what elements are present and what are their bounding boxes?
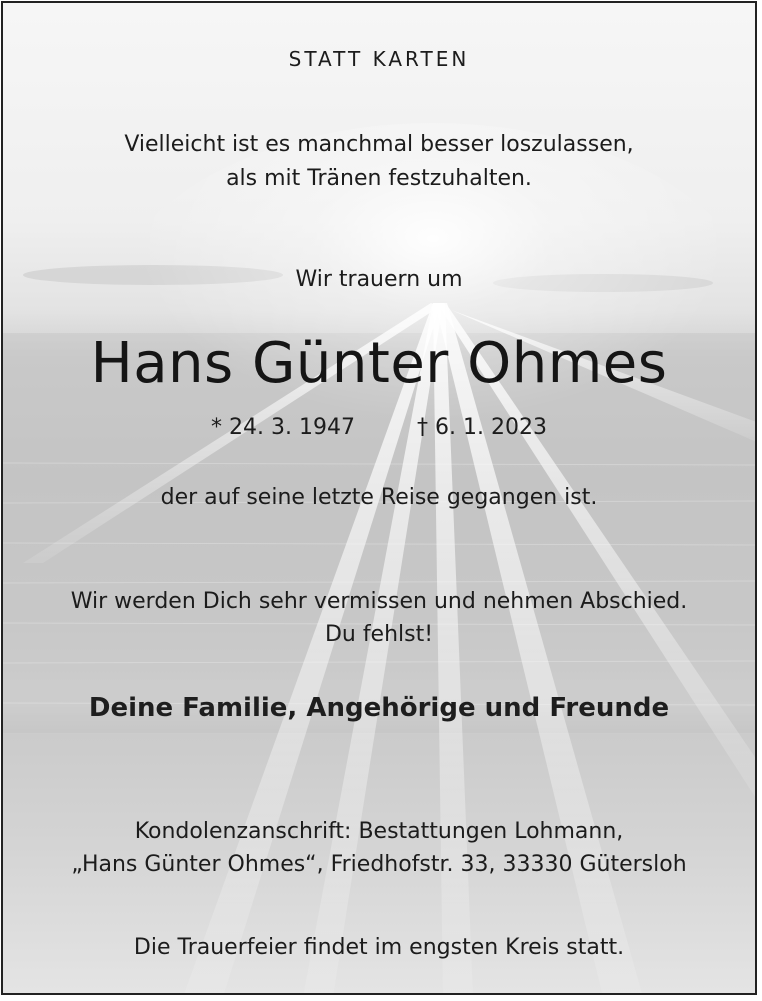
quote-line-1: Vielleicht ist es manchmal besser loszulassen, [124,132,634,157]
obituary-notice [1,1,757,995]
funeral-service-note: Die Trauerfeier findet im engsten Kreis statt. [133,935,625,960]
condolence-address-line-2: „Hans Günter Ohmes“, Friedhofstr. 33, 33330 Gütersloh [71,852,687,877]
death-date: † 6. 1. 2023 [417,415,547,440]
mourning-intro: Wir trauern um [295,267,463,292]
birth-date: * 24. 3. 1947 [211,415,355,440]
farewell-line-1: Wir werden Dich sehr vermissen und nehmen Abschied. [70,589,688,614]
quote-line-2: als mit Tränen festzuhalten. [226,166,532,191]
notice-heading: STATT KARTEN [288,47,470,71]
family-signature: Deine Familie, Angehörige und Freunde [88,693,670,723]
deceased-name: Hans Günter Ohmes [90,331,668,396]
journey-text: der auf seine letzte Reise gegangen ist. [160,485,598,510]
farewell-line-2: Du fehlst! [324,622,434,647]
condolence-address-line-1: Kondolenzanschrift: Bestattungen Lohmann, [134,819,624,844]
